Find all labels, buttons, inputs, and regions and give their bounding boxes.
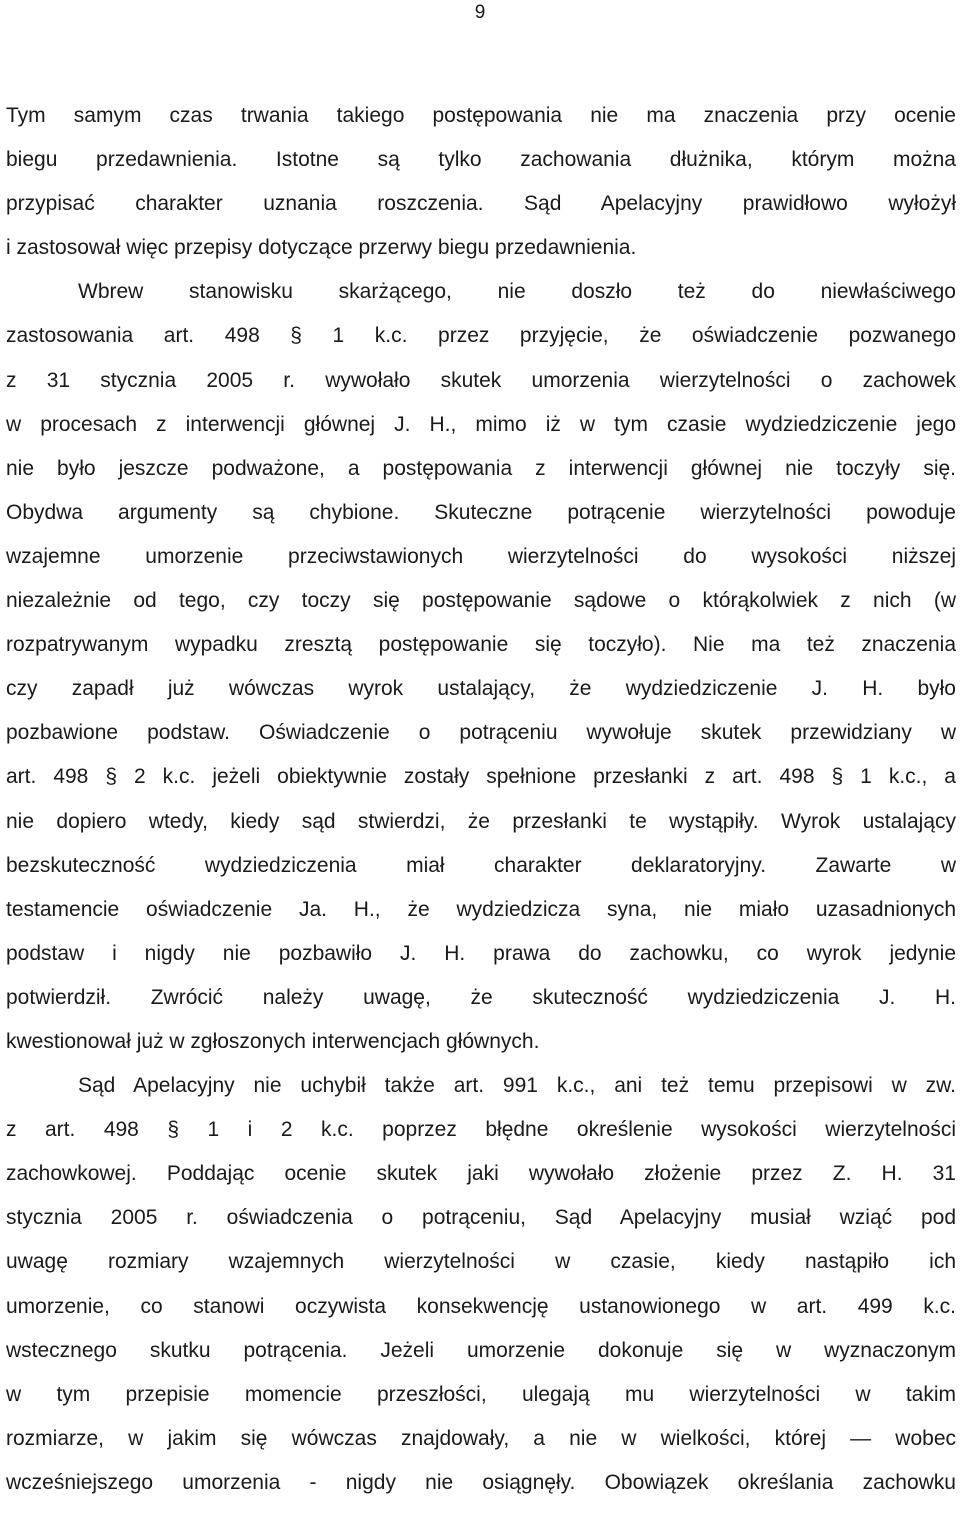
text-line: przypisać charakter uznania roszczenia. Sąd Apelacyjny prawidłowo wyłożył <box>6 192 956 216</box>
text-line: Obydwa argumenty są chybione. Skuteczne potrącenie wierzytelności powoduje <box>6 500 956 524</box>
text-line: biegu przedawnienia. Istotne są tylko zachowania dłużnika, którym można <box>6 148 956 172</box>
text-line: Tym samym czas trwania takiego postępowania nie ma znaczenia przy ocenie <box>6 104 956 127</box>
text-line: rozmiarze, w jakim się wówczas znajdowały, a nie w wielkości, której — wobec <box>6 1426 956 1450</box>
text-line: uwagę rozmiary wzajemnych wierzytelności w czasie, kiedy nastąpiło ich <box>6 1250 956 1274</box>
text-line: potwierdził. Zwrócić należy uwagę, że skuteczność wydziedziczenia J. H. <box>6 985 956 1009</box>
text-line: wstecznego skutku potrącenia. Jeżeli umorzenie dokonuje się w wyznaczonym <box>6 1338 956 1362</box>
text-line: zachowkowej. Poddając ocenie skutek jaki wywołało złożenie przez Z. H. 31 <box>6 1162 956 1186</box>
text-line: wcześniejszego umorzenia - nigdy nie osiągnęły. Obowiązek określania zachowku <box>6 1470 956 1494</box>
text-line: czy zapadł już wówczas wyrok ustalający, że wydziedziczenie J. H. było <box>6 677 956 701</box>
text-line: pozbawione podstaw. Oświadczenie o potrąceniu wywołuje skutek przewidziany w <box>6 721 956 745</box>
text-line: z 31 stycznia 2005 r. wywołało skutek umorzenia wierzytelności o zachowek <box>6 368 956 392</box>
text-line: rozpatrywanym wypadku zresztą postępowanie się toczyło). Nie ma też znaczenia <box>6 633 956 657</box>
text-line: z art. 498 § 1 i 2 k.c. poprzez błędne określenie wysokości wierzytelności <box>6 1118 956 1142</box>
document-body <box>6 94 956 1505</box>
text-line: w procesach z interwencji głównej J. H., mimo iż w tym czasie wydziedziczenie jego <box>6 412 956 436</box>
text-line: bezskuteczność wydziedziczenia miał charakter deklaratoryjny. Zawarte w <box>6 853 956 877</box>
text-line: w tym przepisie momencie przeszłości, ulegają mu wierzytelności w takim <box>6 1382 956 1406</box>
text-line: niezależnie od tego, czy toczy się postępowanie sądowe o którąkolwiek z nich (w <box>6 589 956 613</box>
text-line: zastosowania art. 498 § 1 k.c. przez przyjęcie, że oświadczenie pozwanego <box>6 324 956 348</box>
text-line: art. 498 § 2 k.c. jeżeli obiektywnie zostały spełnione przesłanki z art. 498 § 1 k.c., a <box>6 765 956 789</box>
text-line: wzajemne umorzenie przeciwstawionych wierzytelności do wysokości niższej <box>6 544 956 568</box>
text-line: Wbrew stanowisku skarżącego, nie doszło też do niewłaściwego <box>78 280 956 304</box>
text-line: i zastosował więc przepisy dotyczące przerwy biegu przedawnienia. <box>6 236 637 260</box>
text-line: podstaw i nigdy nie pozbawiło J. H. prawa do zachowku, co wyrok jedynie <box>6 941 956 965</box>
text-line: umorzenie, co stanowi oczywista konsekwencję ustanowionego w art. 499 k.c. <box>6 1294 956 1318</box>
text-line: stycznia 2005 r. oświadczenia o potrąceniu, Sąd Apelacyjny musiał wziąć pod <box>6 1206 956 1230</box>
text-line: nie dopiero wtedy, kiedy sąd stwierdzi, że przesłanki te wystąpiły. Wyrok ustalający <box>6 809 956 833</box>
text-line: kwestionował już w zgłoszonych interwencjach głównych. <box>6 1029 540 1053</box>
page-number: 9 <box>474 2 486 23</box>
text-line: Sąd Apelacyjny nie uchybił także art. 991 k.c., ani też temu przepisowi w zw. <box>78 1074 956 1098</box>
text-line: testamencie oświadczenie Ja. H., że wydziedzicza syna, nie miało uzasadnionych <box>6 897 956 921</box>
text-line: nie było jeszcze podważone, a postępowania z interwencji głównej nie toczyły się. <box>6 456 956 480</box>
